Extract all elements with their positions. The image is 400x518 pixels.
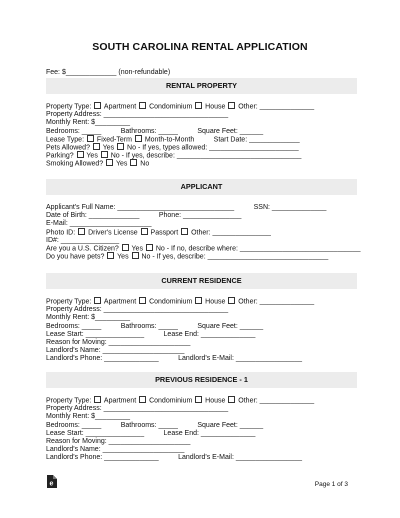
field-label: Property Address: ________________________________ (46, 306, 229, 314)
checkbox-icon[interactable] (78, 228, 85, 235)
checkbox-icon[interactable] (94, 297, 101, 304)
field-label: Apartment (102, 298, 139, 306)
field-label: Monthly Rent: $_________ (46, 413, 131, 421)
field-label: ID#: _______________ (46, 236, 120, 244)
svg-text:e: e (49, 480, 54, 488)
field-label: Yes (84, 152, 100, 160)
checkbox-icon[interactable] (139, 297, 146, 304)
section-heading-rental-property: RENTAL PROPERTY (46, 78, 357, 94)
checkbox-icon[interactable] (77, 151, 84, 158)
checkbox-icon[interactable] (122, 244, 129, 251)
field-label: Yes (100, 144, 117, 152)
field-label: Bedrooms: _____ Bathrooms: _____ Square Feet: ______ (46, 127, 264, 135)
field-label: Property Address: ________________________________ (46, 405, 229, 413)
checkbox-icon[interactable] (94, 396, 101, 403)
section-heading-applicant: APPLICANT (46, 179, 357, 195)
checkbox-icon[interactable] (87, 135, 94, 142)
field-label: Other: ______________ (236, 103, 315, 111)
field-label: Other: _______________ (189, 229, 271, 237)
field-label: Reason for Moving: _____________________ (46, 339, 191, 346)
checkbox-icon[interactable] (132, 252, 139, 259)
checkbox-icon[interactable] (106, 159, 113, 166)
field-label: Reason for Moving: _____________________ (46, 438, 191, 445)
form-field-line (46, 453, 302, 462)
checkbox-icon[interactable] (228, 396, 235, 403)
field-label: Property Type: (46, 397, 94, 405)
field-label: Are you a U.S. Citizen? (46, 245, 121, 253)
field-label: No - If yes, describe: _______________________________ (139, 253, 329, 261)
field-label: E-Mail: _____________________ (46, 220, 152, 228)
field-label: Lease Type: (46, 136, 86, 144)
checkbox-icon[interactable] (195, 102, 202, 109)
section-heading-current-residence: CURRENT RESIDENCE (46, 273, 357, 289)
field-label: Property Type: (46, 298, 94, 306)
field-label: Monthly Rent: $_________ (46, 119, 131, 127)
checkbox-icon[interactable] (130, 159, 137, 166)
field-label: Smoking Allowed? (46, 160, 106, 168)
field-label: Other: ______________ (236, 298, 315, 306)
checkbox-icon[interactable] (101, 151, 108, 158)
field-label: Landlord's Name: _____________________ (46, 347, 185, 355)
checkbox-icon[interactable] (139, 396, 146, 403)
checkbox-icon[interactable] (93, 143, 100, 150)
checkbox-icon[interactable] (195, 297, 202, 304)
field-label: Photo ID: (46, 229, 78, 237)
field-label: Other: ______________ (236, 397, 315, 405)
field-label: Date of Birth: _____________ Phone: _______________ (46, 212, 242, 220)
field-label: No - If yes, types allowed: _______________________ (125, 144, 299, 152)
field-label: No - If no, describe where: _______________________________ (153, 245, 361, 253)
field-label: Landlord's Phone: ______________ Landlord's E-Mail: _________________ (46, 355, 303, 363)
checkbox-icon[interactable] (146, 244, 153, 251)
form-field-line (46, 354, 302, 363)
checkbox-icon[interactable] (135, 135, 142, 142)
fee-line: Fee: $_____________ (non-refundable) (46, 69, 171, 76)
field-label: Fixed-Term (94, 136, 134, 144)
field-label: No (138, 160, 150, 168)
field-label: Applicant's Full Name: ______________________________ SSN: ______________ (46, 204, 327, 211)
field-label: Pets Allowed? (46, 144, 92, 152)
field-label: Property Address: ________________________________ (46, 111, 229, 119)
field-label: Month-to-Month Start Date: _____________ (142, 136, 300, 144)
checkbox-icon[interactable] (228, 297, 235, 304)
field-label: Yes (114, 160, 130, 168)
checkbox-icon[interactable] (141, 228, 148, 235)
section-heading-previous-residence-1: PREVIOUS RESIDENCE - 1 (46, 372, 357, 388)
field-label: Property Type: (46, 103, 94, 111)
form-field-line (46, 159, 149, 169)
document-title: SOUTH CAROLINA RENTAL APPLICATION (92, 41, 308, 53)
field-label: Condominium (147, 397, 195, 405)
field-label: Yes (129, 245, 145, 253)
checkbox-icon[interactable] (117, 143, 124, 150)
field-label: Monthly Rent: $_________ (46, 314, 131, 322)
field-label: House (203, 103, 228, 111)
checkbox-icon[interactable] (94, 102, 101, 109)
field-label: Do you have pets? (46, 253, 107, 261)
field-label: Apartment (102, 397, 139, 405)
field-label: Lease Start: _______________ Lease End: ______________ (46, 429, 256, 437)
field-label: Lease Start: _______________ Lease End: ______________ (46, 330, 256, 338)
field-label: Bedrooms: _____ Bathrooms: _____ Square Feet: ______ (46, 322, 264, 330)
checkbox-icon[interactable] (139, 102, 146, 109)
field-label: Landlord's Phone: ______________ Landlord's E-Mail: _________________ (46, 454, 303, 462)
field-label: Condominium (147, 298, 195, 306)
field-label: House (203, 397, 228, 405)
field-label: Apartment (102, 103, 139, 111)
checkbox-icon[interactable] (228, 102, 235, 109)
checkbox-icon[interactable] (181, 228, 188, 235)
field-label: Landlord's Name: _____________________ (46, 446, 185, 454)
field-label: Parking? (46, 152, 76, 160)
field-label: Driver's License (86, 229, 140, 237)
field-label: Bedrooms: _____ Bathrooms: _____ Square Feet: ______ (46, 421, 264, 429)
checkbox-icon[interactable] (107, 252, 114, 259)
field-label: No - If yes, describe: ________________________________ (108, 152, 302, 160)
checkbox-icon[interactable] (195, 396, 202, 403)
field-label: Passport (148, 229, 181, 237)
field-label: Condominium (147, 103, 195, 111)
field-label: Yes (115, 253, 131, 261)
page-number: Page 1 of 3 (314, 481, 348, 488)
field-label: House (203, 298, 228, 306)
form-field-line (46, 252, 328, 262)
eforms-logo-icon (46, 475, 57, 488)
